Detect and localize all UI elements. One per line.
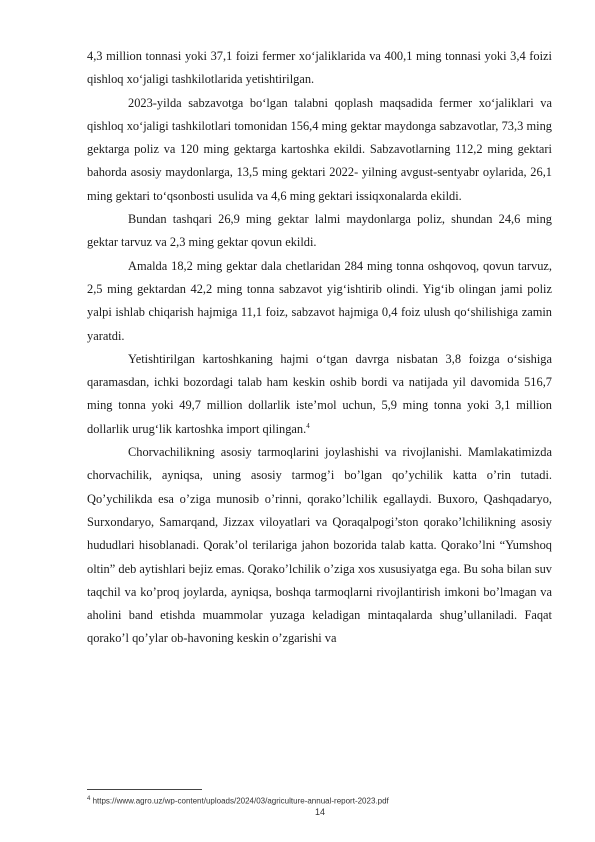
page-number: 14 — [314, 807, 325, 817]
paragraph-livestock: Chorvachilikning asosiy tarmoqlarini joylashishi va rivojlanishi. Mamlakatimizda chorvachilik, ayniqsa, uning asosiy tarmog’i bo’lgan qo’ychilik katta o’rin tutadi. Qo’ychilikda esa o’ziga munosib o’rinni, qorako’lchilik egallaydi. Buxoro, Qashqadaryo, Surxondaryo, Samarqand, Jizzax viloyatlari va Qoraqalpogi’ston qorako’lchilikning asosiy hududlari hisoblanadi. Qorak’ol terilariga jahon bozorida talab katta. Qorako’lni “Yumshoq oltin” deb aytishlari bejiz emas. Qorako’lchilik o’ziga xos xususiyatga ega. Bu soha bilan suv taqchil va ko’proq joylarda, ayniqsa, boshqa tarmoqlarni rivojlantirish imkoni bo’lmagan va aholini band etishda muammolar yuzaga keladigan mintaqalarda shug’ullaniladi. Faqat qorako’l qo’ylar ob-havoning keskin o’zgarishi va — [87, 445, 552, 646]
paragraph-harvest: Amalda 18,2 ming gektar dala chetlaridan 284 ming tonna oshqovoq, qovun tarvuz, 2,5 ming gektardan 42,2 ming tonna sabzavot yig‘ishtirib olindi. Yig‘ib olingan jami poliz yalpi ishlab chiqarish hajmiga 11,1 foiz, sabzavot hajmiga 0,4 foiz ulush qo‘shilishiga zamin yaratdi. — [87, 258, 552, 343]
footnote-divider — [87, 789, 202, 790]
paragraph-vegetable-planting: 2023-yilda sabzavotga bo‘lgan talabni qoplash maqsadida fermer xo‘jaliklari va qishloq xo‘jaligi tashkilotlari tomonidan 156,4 ming gektar maydonga sabzavotlar, 73,3 ming gektarga poliz va 120 ming gektarga kartoshka ekildi. Sabzavotlarning 112,2 ming gektari bahorda asosiy maydonlarga, 13,5 ming gektari 2022- yilning avgust-sentyabr oylarida, 26,1 ming gektari to‘qsonbosti usulida va 4,6 ming gektari issiqxonalarda ekildi. — [87, 95, 552, 203]
footnote-number: 4 — [87, 796, 91, 802]
footnote — [87, 794, 552, 807]
footnote-link[interactable]: https://www.agro.uz/wp-content/uploads/2024/03/agriculture-annual-report-2023.pdf — [90, 796, 389, 806]
main-text — [87, 45, 552, 651]
paragraph-potato-import — [87, 348, 552, 441]
footnote-reference: 4 — [306, 421, 310, 430]
potato-import-text: Yetishtirilgan kartoshkaning hajmi o‘tgan davrga nisbatan 3,8 foizga o‘sishiga qaramasdan, ichki bozordagi talab ham keskin oshib bordi va natijada yil davomida 516,7 ming tonna yoki 49,7 million dollarlik iste’mol uchun, 5,9 ming tonna yoki 3,1 million dollarlik urug‘lik kartoshka import qilingan. — [87, 351, 552, 436]
paragraph-continuation: 4,3 million tonnasi yoki 37,1 foizi fermer xo‘jaliklarida va 400,1 ming tonnasi yoki 3,4 foizi qishloq xo‘jaligi tashkilotlarida yetishtirilgan. — [87, 49, 552, 87]
paragraph-melon-planting: Bundan tashqari 26,9 ming gektar lalmi maydonlarga poliz, shundan 24,6 ming gektar tarvuz va 2,3 ming gektar qovun ekildi. — [87, 212, 552, 250]
